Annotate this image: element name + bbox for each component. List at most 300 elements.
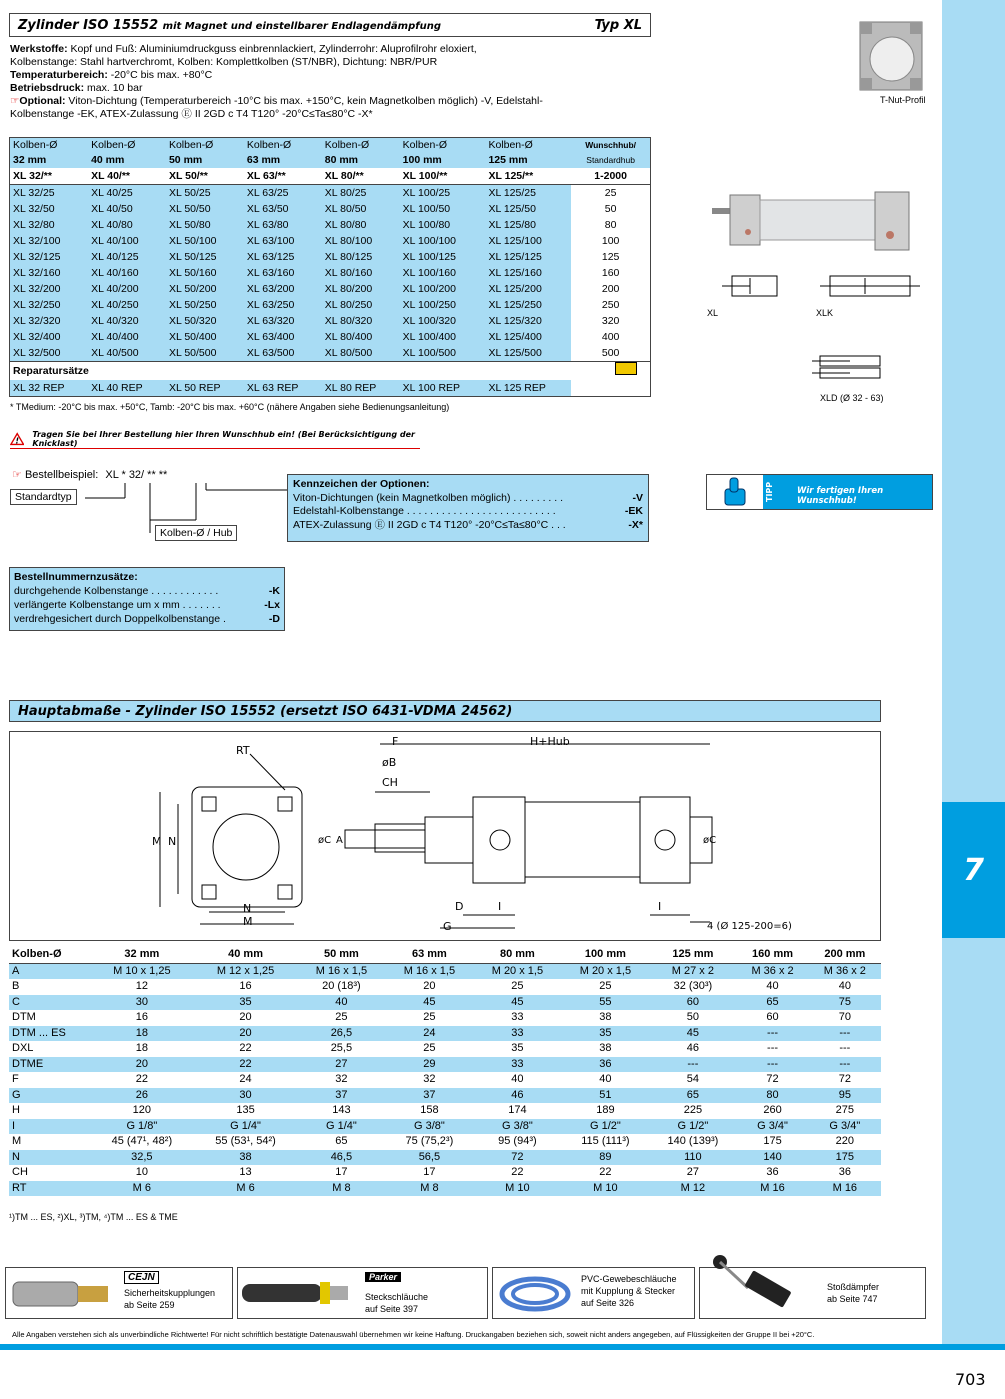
table-cell: 158 <box>420 1104 439 1116</box>
table-cell: 35 <box>511 1042 524 1054</box>
table-cell: 36 <box>838 1166 851 1178</box>
table-cell: 320 <box>601 315 620 327</box>
table-cell: 45 <box>649 1026 736 1042</box>
table-cell: XL 100/400 <box>400 329 486 345</box>
table-cell: M 10 <box>561 1181 649 1197</box>
table-cell: 45 (47¹, 48²) <box>111 1135 173 1147</box>
table-cell: M 6 <box>90 1181 194 1197</box>
table-cell: Kolben-Ø <box>166 138 244 154</box>
cejn-logo: CEJN <box>124 1271 159 1284</box>
example-code: XL * 32/ ** ** <box>105 469 168 481</box>
table-cell: 174 <box>508 1104 527 1116</box>
table-cell: XL 125/400 <box>485 329 571 345</box>
table-cell: XL 100/500 <box>400 345 486 362</box>
table-cell: 12 <box>135 980 148 992</box>
table-cell: M <box>12 1135 22 1147</box>
table-cell: G 1/2" <box>649 1119 736 1135</box>
table-cell: XL 63/125 <box>244 249 322 265</box>
table-cell: 200 mm <box>809 947 881 963</box>
product-text: Steckschläuche <box>365 1292 429 1302</box>
dim-row <box>9 1181 881 1197</box>
cylinder-photo <box>700 180 920 275</box>
table-cell: XL 40/50 <box>88 201 166 217</box>
table-cell: 56,5 <box>385 1150 473 1166</box>
table-cell: XL 125/160 <box>485 265 571 281</box>
table-cell: 30 <box>194 1088 298 1104</box>
table-cell: 175 <box>809 1150 881 1166</box>
table-cell: XL 50/100 <box>166 233 244 249</box>
table-cell: RT <box>9 1181 90 1197</box>
options-box <box>287 474 649 542</box>
table-cell: G 1/4" <box>194 1119 298 1135</box>
product-text: Stoßdämpfer <box>827 1282 880 1292</box>
dim-header-row <box>9 947 881 963</box>
dim-row <box>9 1150 881 1166</box>
table-cell: F <box>12 1073 19 1085</box>
table-cell: M 8 <box>297 1181 385 1197</box>
standard-type-box: Standardtyp <box>10 489 77 505</box>
dim-row <box>9 1072 881 1088</box>
svg-text:!: ! <box>15 435 20 446</box>
example-connectors <box>0 0 300 560</box>
table-cell: Kolben-Ø <box>9 947 90 963</box>
table-cell: 200 <box>601 283 620 295</box>
table-cell: XL 50/200 <box>166 281 244 297</box>
table-cell: XL 100/250 <box>400 297 486 313</box>
piston-stroke-box: Kolben-Ø / Hub <box>155 525 237 541</box>
table-cell: G 1/4" <box>297 1119 385 1135</box>
table-cell: XL 32/200 <box>10 281 89 297</box>
table-cell: M 12 x 1,25 <box>194 963 298 979</box>
table-cell: B <box>12 980 20 992</box>
order-suffix-box <box>9 567 285 631</box>
table-cell: Wunschhub/ <box>571 138 650 154</box>
table-cell: 46 <box>473 1088 561 1104</box>
table-cell: XL 32/320 <box>10 313 89 329</box>
table-cell: 16 <box>135 1011 148 1023</box>
table-cell: 24 <box>239 1073 252 1085</box>
table-cell: M 16 <box>736 1181 808 1197</box>
dimensions-table <box>9 947 881 1196</box>
table-cell: G 3/8" <box>473 1119 561 1135</box>
table-cell: XL 63/25 <box>244 185 322 202</box>
xl-caption: XL <box>707 308 719 318</box>
table-cell: G 1/8" <box>90 1119 194 1135</box>
table-cell: 72 <box>473 1150 561 1166</box>
table-cell: XL 125/100 <box>485 233 571 249</box>
table-cell: 260 <box>763 1104 782 1116</box>
table-cell: XL 32/500 <box>10 345 89 362</box>
table-cell: 75 (75,2³) <box>405 1135 454 1147</box>
table-cell: 10 <box>135 1166 148 1178</box>
table-cell: Standardhub <box>571 153 650 168</box>
table-cell: XL 100/200 <box>400 281 486 297</box>
dim-label-n-bottom: N <box>243 902 252 915</box>
table-cell: M 36 x 2 <box>809 963 881 979</box>
table-cell: 22 <box>599 1166 612 1178</box>
table-cell: 120 <box>132 1104 152 1116</box>
table-cell: 40 mm <box>88 153 166 168</box>
table-cell: XL 40/320 <box>88 313 166 329</box>
table-cell: 40 <box>511 1073 524 1085</box>
table-cell: 70 <box>838 1011 851 1023</box>
table-cell: --- <box>839 1042 851 1054</box>
right-sidebar <box>942 0 1005 1350</box>
table-cell: 36 <box>561 1057 649 1073</box>
table-cell: 18 <box>90 1026 194 1042</box>
table-cell: 25 <box>599 980 612 992</box>
table-cell: 40 <box>766 980 779 992</box>
table-cell: 275 <box>835 1104 855 1116</box>
table-cell: XL 125/250 <box>485 297 571 313</box>
dim-label-ch: CH <box>382 776 398 789</box>
dim-row <box>9 1057 881 1073</box>
table-cell: XL 32/250 <box>10 297 89 313</box>
table-cell: XL 80/25 <box>322 185 400 202</box>
table-cell: G 1/2" <box>561 1119 649 1135</box>
table-cell: 40 <box>838 980 851 992</box>
table-cell: XL 125/125 <box>485 249 571 265</box>
table-cell: XL 100/50 <box>400 201 486 217</box>
tipp-text: Wir fertigen Ihren Wunschhub! <box>797 486 884 506</box>
table-cell: 140 (139³) <box>667 1135 719 1147</box>
dim-row <box>9 1103 881 1119</box>
table-cell: M 16 x 1,5 <box>385 963 473 979</box>
table-cell: XL 125/80 <box>485 217 571 233</box>
dim-label-note: 4 (Ø 125-200=6) <box>707 921 792 932</box>
table-cell: M 36 x 2 <box>736 963 808 979</box>
table-cell: XL 40/** <box>91 170 130 182</box>
table-cell: 27 <box>297 1057 385 1073</box>
table-cell: 80 mm <box>473 947 561 963</box>
table-cell: CH <box>12 1166 28 1178</box>
table-cell: 18 <box>135 1042 148 1054</box>
table-cell: XL 80/80 <box>322 217 400 233</box>
table-cell: Kolben-Ø <box>88 138 166 154</box>
dim-label-n: N <box>168 835 177 848</box>
xlk-caption: XLK <box>816 308 834 318</box>
table-cell <box>571 380 650 397</box>
table-cell: 32 <box>423 1073 436 1085</box>
dim-row <box>9 1134 881 1150</box>
t-slot-profile-image <box>852 14 932 94</box>
wrench-icon-cell <box>571 362 650 381</box>
table-cell: Kolben-Ø <box>244 138 322 154</box>
dim-row <box>9 963 881 979</box>
table-cell: 110 <box>649 1150 736 1166</box>
table-cell: XL 32/400 <box>10 329 89 345</box>
table-cell: XL 80 REP <box>322 380 400 397</box>
table-cell: XL 80/160 <box>322 265 400 281</box>
dim-label-a: A <box>336 835 343 846</box>
table-cell: 25 <box>423 1042 436 1054</box>
table-cell: 189 <box>596 1104 615 1116</box>
dim-row <box>9 1165 881 1181</box>
table-cell: 25,5 <box>330 1042 353 1054</box>
table-cell: N <box>9 1150 90 1166</box>
table-cell: --- <box>809 1026 881 1042</box>
table-cell: 32 (30³) <box>673 980 713 992</box>
table-cell: XL 125/500 <box>485 345 571 362</box>
table-cell: 25 <box>423 1011 436 1023</box>
table-cell: 45 <box>473 995 561 1011</box>
dim-row <box>9 1026 881 1042</box>
table-cell: 46 <box>686 1042 700 1054</box>
table-cell: 50 mm <box>297 947 385 963</box>
table-cell: M 16 <box>809 1181 881 1197</box>
table-cell: XL 63/320 <box>244 313 322 329</box>
table-cell: XL 50/160 <box>166 265 244 281</box>
option-code: -X* <box>628 518 643 531</box>
table-cell: 37 <box>297 1088 385 1104</box>
bottom-band <box>0 1344 1005 1350</box>
spec-text: Kolbenstange: Stahl hartverchromt, Kolben: Komplettkolben (ST/NBR), Dichtung: NBR/PUR <box>10 56 438 68</box>
table-cell: XL 40/500 <box>88 345 166 362</box>
table-cell: DTM ... ES <box>9 1026 90 1042</box>
dim-label-b: øB <box>382 756 397 769</box>
table-cell: 55 <box>561 995 649 1011</box>
table-cell: 160 mm <box>736 947 808 963</box>
table-cell: M 20 x 1,5 <box>561 963 649 979</box>
table-cell: 125 mm <box>485 153 571 168</box>
table-cell: 55 (53¹, 54²) <box>215 1135 276 1147</box>
table-cell: 20 <box>423 980 436 992</box>
table-cell: 27 <box>686 1166 700 1178</box>
table-cell: 80 <box>736 1088 808 1104</box>
table-cell: 20 <box>239 1011 252 1023</box>
table-cell: 38 <box>599 1042 612 1054</box>
table-cell: XL 63/100 <box>244 233 322 249</box>
table-cell: 40 mm <box>194 947 298 963</box>
table-cell: 1-2000 <box>594 170 627 182</box>
table-cell: 13 <box>239 1166 252 1178</box>
table-cell: XL 63/200 <box>244 281 322 297</box>
table-cell: DTME <box>9 1057 90 1073</box>
table-cell: I <box>9 1119 90 1135</box>
table-cell: M 16 x 1,5 <box>297 963 385 979</box>
table-cell: XL 80/320 <box>322 313 400 329</box>
table-cell: XL 50/250 <box>166 297 244 313</box>
table-cell: XL 50/320 <box>166 313 244 329</box>
table-cell: 100 <box>601 235 620 247</box>
table-cell: 100 mm <box>561 947 649 963</box>
table-cell: 29 <box>385 1057 473 1073</box>
parker-logo: Parker <box>365 1272 401 1282</box>
table-cell: 25 <box>604 187 617 199</box>
spec-text: -20°C bis max. +80°C <box>107 69 213 81</box>
table-cell: 17 <box>335 1166 348 1178</box>
table-cell: XL 40/160 <box>88 265 166 281</box>
table-cell: 20 (18³) <box>322 980 361 992</box>
table-cell: 63 mm <box>385 947 473 963</box>
table-cell: XL 100/100 <box>400 233 486 249</box>
dim-label-h-hub: H+Hub <box>530 735 570 748</box>
table-cell: 54 <box>686 1073 700 1085</box>
table-cell: XL 40/125 <box>88 249 166 265</box>
spec-label: Betriebsdruck: <box>10 82 85 94</box>
suffix-label: verdrehgesichert durch Doppelkolbenstange . <box>14 613 226 625</box>
pointing-hand-icon: ☞ <box>10 95 20 107</box>
table-cell: 72 <box>766 1073 779 1085</box>
spec-text: Kopf und Fuß: Aluminiumdruckguss einbrennlackiert, Zylinderrohr: Aluprofilrohr eloxiert, <box>67 43 477 55</box>
table-cell: XL 40/80 <box>88 217 166 233</box>
dim-label-d: D <box>455 900 464 913</box>
table-cell: XL 50/80 <box>166 217 244 233</box>
spec-text: Kolbenstange -EK, ATEX-Zulassung Ⓔ II 2GD c T4 T120° -20°C≤Ta≤80°C -X* <box>10 108 373 120</box>
dimensions-footnote: ¹)TM ... ES, ²)XL, ³)TM, ⁴)TM ... ES & TME <box>9 1212 178 1222</box>
product-coupling[interactable] <box>5 1267 233 1319</box>
table-cell: XL 40/100 <box>88 233 166 249</box>
table-cell: G 3/8" <box>385 1119 473 1135</box>
table-cell: 65 <box>649 1088 736 1104</box>
table-cell: XL 63/160 <box>244 265 322 281</box>
table-cell: 65 <box>736 995 808 1011</box>
table-cell: 33 <box>511 1011 524 1023</box>
table-cell: XL 32/50 <box>10 201 89 217</box>
wrench-icon <box>615 362 637 375</box>
table-cell: 89 <box>561 1150 649 1166</box>
table-cell: XL 50/125 <box>166 249 244 265</box>
table-cell: XL 63/500 <box>244 345 322 362</box>
dim-label-m: M <box>152 835 162 848</box>
product-page: ab Seite 259 <box>124 1300 175 1310</box>
table-cell: 160 <box>601 267 620 279</box>
pointing-hand-icon: ☞ <box>12 469 22 481</box>
table-cell: XL 50/400 <box>166 329 244 345</box>
xl-xlk-symbols <box>720 270 920 306</box>
table-cell: 175 <box>763 1135 782 1147</box>
dim-label-c-right: øC <box>703 835 717 846</box>
table-cell: 32,5 <box>90 1150 194 1166</box>
table-cell: 25 <box>335 1011 348 1023</box>
option-label: Viton-Dichtungen (kein Magnetkolben möglich) . . . . . . . . . <box>293 491 564 504</box>
table-cell: 80 <box>604 219 617 231</box>
table-cell: G <box>9 1088 90 1104</box>
product-text: PVC-Gewebeschläuche <box>581 1274 677 1284</box>
product-page: auf Seite 397 <box>365 1304 419 1314</box>
table-cell: XL 125/320 <box>485 313 571 329</box>
table-cell: XL 63/50 <box>244 201 322 217</box>
table-cell: XL 80/250 <box>322 297 400 313</box>
table-cell: --- <box>736 1026 808 1042</box>
table-cell: Kolben-Ø <box>322 138 400 154</box>
table-cell: XL 80/50 <box>322 201 400 217</box>
table-cell: 95 <box>809 1088 881 1104</box>
suffix-code: -D <box>268 613 280 625</box>
table-cell: 50 <box>686 1011 700 1023</box>
option-label: Edelstahl-Kolbenstange . . . . . . . . . . . . . . . . . . . . . . . . . . <box>293 505 556 517</box>
dim-label-rt: RT <box>236 744 250 757</box>
dim-label-m-bottom: M <box>243 915 253 928</box>
dim-row <box>9 995 881 1011</box>
chapter-tab[interactable]: 7 <box>942 802 1005 938</box>
table-cell: Kolben-Ø <box>400 138 486 154</box>
table-cell: XL 40/200 <box>88 281 166 297</box>
dim-row <box>9 1088 881 1104</box>
product-hose[interactable] <box>237 1267 488 1319</box>
table-cell: 400 <box>601 331 620 343</box>
table-cell: 60 <box>649 995 736 1011</box>
table-cell: XL 32/25 <box>10 185 89 202</box>
table-cell: 38 <box>194 1150 298 1166</box>
table-cell: XL 80/** <box>324 170 364 182</box>
temperature-footnote: * TMedium: -20°C bis max. +50°C, Tamb: -20°C bis max. +60°C (nähere Angaben siehe Bedienungsanleitung) <box>10 402 450 412</box>
table-cell: 20 <box>194 1026 298 1042</box>
dim-row <box>9 1119 881 1135</box>
spec-text: max. 10 bar <box>84 82 143 94</box>
table-cell: 22 <box>135 1073 148 1085</box>
table-cell: 16 <box>239 980 252 992</box>
product-pvc-hose[interactable] <box>492 1267 695 1319</box>
table-cell: XL 125/200 <box>485 281 571 297</box>
option-code: -V <box>632 491 643 504</box>
xld-caption: XLD (Ø 32 - 63) <box>820 393 884 403</box>
table-cell: 17 <box>423 1166 436 1178</box>
table-cell: 22 <box>194 1057 298 1073</box>
table-cell: 80 mm <box>322 153 400 168</box>
product-shock-absorber[interactable] <box>699 1267 926 1319</box>
repair-label: Reparatursätze <box>13 365 89 377</box>
t-slot-caption: T-Nut-Profil <box>880 95 926 105</box>
dim-row <box>9 1041 881 1057</box>
table-cell: 225 <box>683 1104 703 1116</box>
table-cell: XL 63/** <box>246 170 286 182</box>
table-cell: XL 40/400 <box>88 329 166 345</box>
section-title: Hauptabmaße - Zylinder ISO 15552 (ersetzt ISO 6431-VDMA 24562) <box>9 700 881 722</box>
spec-label: Werkstoffe: <box>10 43 68 55</box>
dim-row <box>9 979 881 995</box>
table-cell: 140 <box>736 1150 808 1166</box>
product-page: auf Seite 326 <box>581 1298 635 1308</box>
suffix-title: Bestellnummernzusätze: <box>14 571 138 583</box>
table-cell: XL 40/25 <box>88 185 166 202</box>
table-cell: 46,5 <box>297 1150 385 1166</box>
table-cell: 100 mm <box>400 153 486 168</box>
table-cell: XL 50/** <box>168 170 208 182</box>
table-cell: 72 <box>838 1073 851 1085</box>
type-label: Typ XL <box>594 17 642 33</box>
table-cell: 22 <box>511 1166 524 1178</box>
table-cell: XL 100/320 <box>400 313 486 329</box>
dim-label-i-right: I <box>658 900 662 913</box>
xld-symbol <box>810 352 890 382</box>
table-cell: XL 32/80 <box>10 217 89 233</box>
table-cell: XL 40/250 <box>88 297 166 313</box>
dim-label-g: G <box>443 920 452 933</box>
table-cell: 220 <box>835 1135 855 1147</box>
table-cell: 32 <box>335 1073 348 1085</box>
table-cell: 63 mm <box>244 153 322 168</box>
table-cell: 32 mm <box>10 153 89 168</box>
table-cell: 35 <box>194 995 298 1011</box>
table-cell: 22 <box>239 1042 252 1054</box>
table-cell: M 10 <box>473 1181 561 1197</box>
table-cell: XL 80/400 <box>322 329 400 345</box>
options-title: Kennzeichen der Optionen: <box>293 478 430 490</box>
table-cell: 60 <box>766 1011 779 1023</box>
page-title: Zylinder ISO 15552 <box>18 17 159 33</box>
table-cell: XL 50/500 <box>166 345 244 362</box>
dimension-drawing <box>9 731 881 941</box>
tipp-label: TIPP <box>765 481 774 503</box>
product-text: mit Kupplung & Stecker <box>581 1286 676 1296</box>
table-cell: XL 32 REP <box>10 380 89 397</box>
table-cell: 40 <box>297 995 385 1011</box>
table-cell: M 20 x 1,5 <box>473 963 561 979</box>
thumbs-up-icon <box>707 475 763 509</box>
spec-label: Optional: <box>19 95 66 107</box>
table-cell: 125 <box>601 251 620 263</box>
